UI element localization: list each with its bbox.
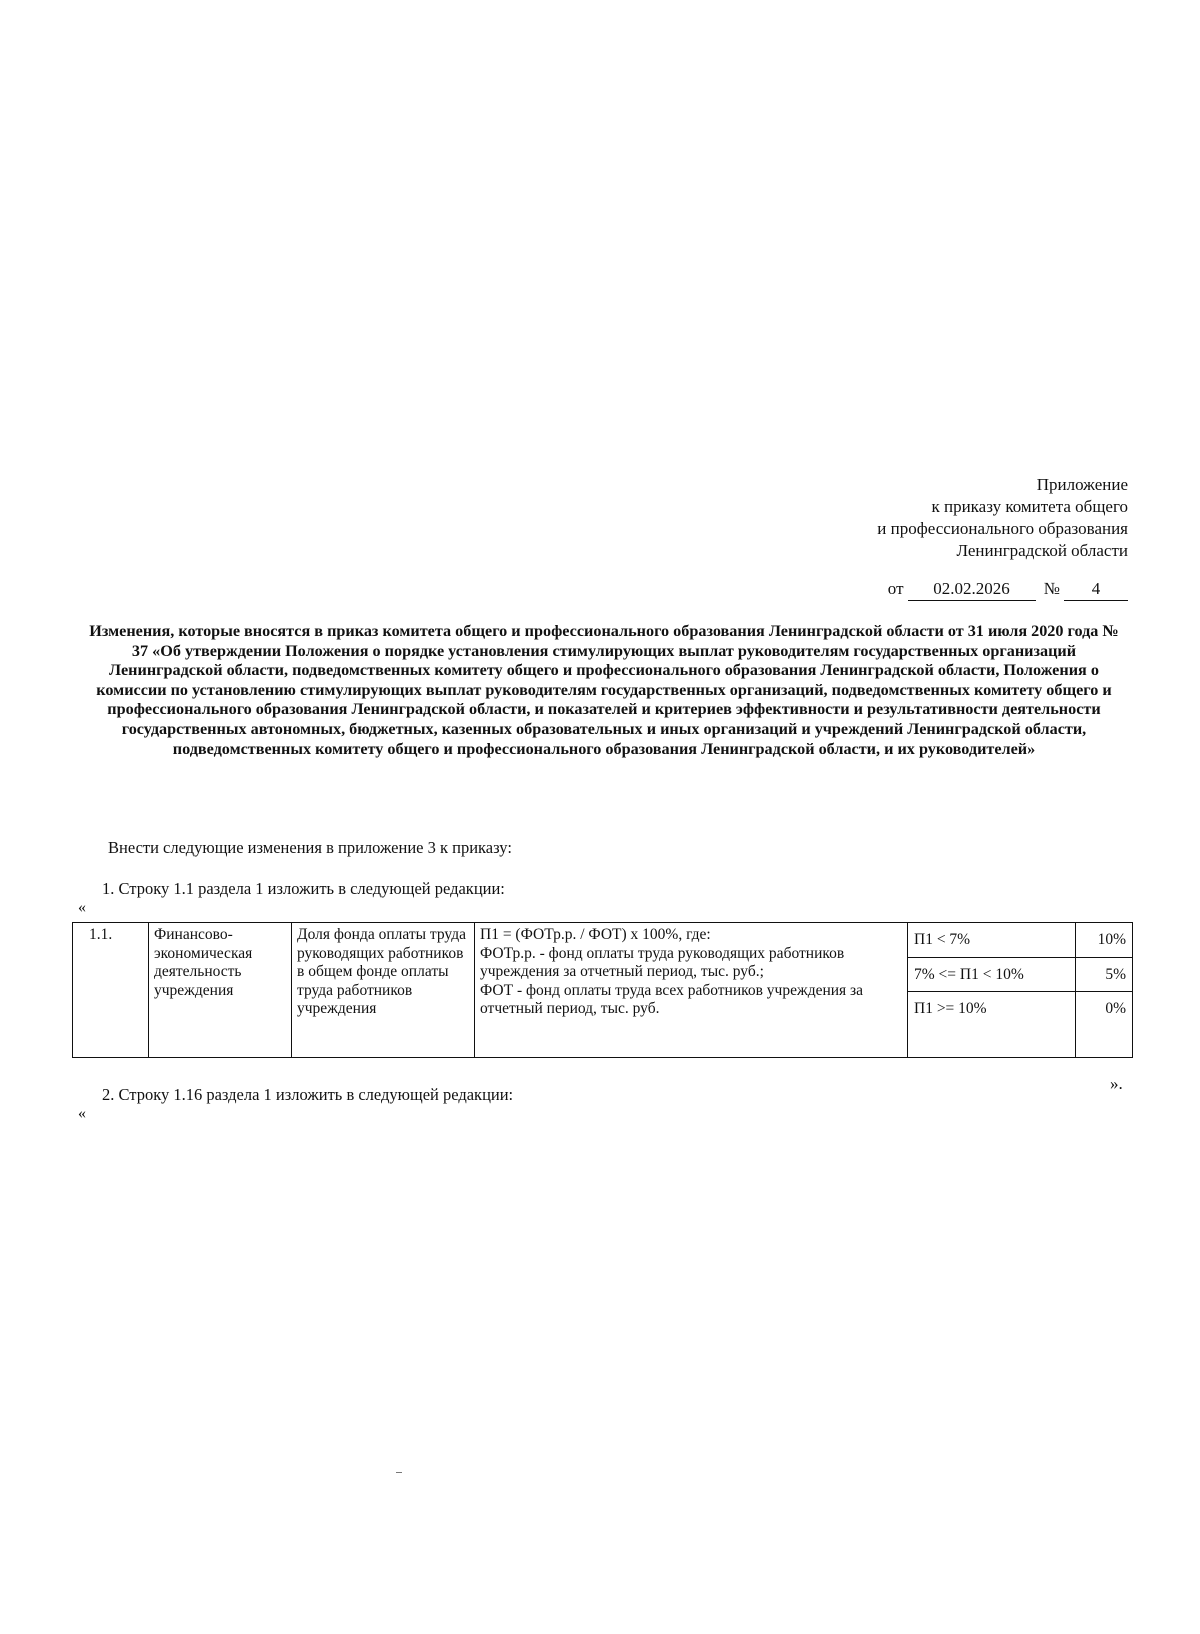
list-item-1: 1. Строку 1.1 раздела 1 изложить в следующей редакции: [102,879,505,898]
scan-speck [396,1472,402,1473]
order-number: 4 [1064,578,1128,601]
appendix-line: Приложение [1036,475,1128,494]
table-row [73,923,1133,1058]
order-date: 02.02.2026 [908,578,1036,601]
criterion-value: 0% [1076,991,1132,1057]
criterion-condition: П1 < 7% [914,931,971,948]
activity-name-cell: Финансово-экономическая деятельность учреждения [149,923,292,1058]
number-prefix: № [1043,579,1060,598]
formula-line: П1 = (ФОТр.р. / ФОТ) x 100%, где: [480,926,711,943]
formula-line: ФОТр.р. - фонд оплаты труда руководящих работников учреждения за отчетный период, тыс. руб.; [480,944,845,980]
intro-paragraph: Внести следующие изменения в приложение 3 к приказу: [108,838,512,857]
closing-quote: ». [1110,1074,1123,1093]
row-number-cell: 1.1. [73,923,149,1058]
appendix-header [877,474,1128,562]
criteria-conditions-cell [908,923,1076,1058]
document-title: Изменения, которые вносятся в приказ комитета общего и профессионального образования Ленинградской области от 31 июля 2020 года № 37 «Об утверждении Положения о порядке установления стимулирующих выплат руководителям государственных организаций Ленинградской области, подведомственных комитету общего и профессионального образования Ленинградской области, Положения о комиссии по установлению стимулирующих выплат руководителям государственных организаций, подведомственных комитету общего и профессионального образования Ленинградской области, и показателей и критериев эффективности и результативности деятельности государственных автономных, бюджетных, казенных образовательных и иных организаций и учреждений Ленинградской области, подведомственных комитету общего и профессионального образования Ленинградской области, и их руководителей» [89,622,1119,758]
opening-quote: « [78,899,86,916]
opening-quote: « [78,1105,86,1122]
order-reference [888,578,1128,601]
criteria-values-cell [1076,923,1133,1058]
appendix-line: и профессионального образования [877,519,1128,538]
formula-line: ФОТ - фонд оплаты труда всех работников учреждения за отчетный период, тыс. руб. [480,981,864,1017]
formula-cell [475,923,908,1058]
appendix-line: к приказу комитета общего [931,497,1128,516]
date-prefix: от [887,579,904,598]
criterion-condition: 7% <= П1 < 10% [908,957,1075,991]
criterion-value: 10% [1097,931,1126,948]
list-item-2: 2. Строку 1.16 раздела 1 изложить в следующей редакции: [102,1085,514,1104]
criteria-table [72,922,1133,1058]
criterion-condition: П1 >= 10% [908,991,1075,1057]
criterion-value: 5% [1076,957,1132,991]
indicator-cell: Доля фонда оплаты труда руководящих работников в общем фонде оплаты труда работников учреждения [292,923,475,1058]
appendix-line: Ленинградской области [956,541,1128,560]
